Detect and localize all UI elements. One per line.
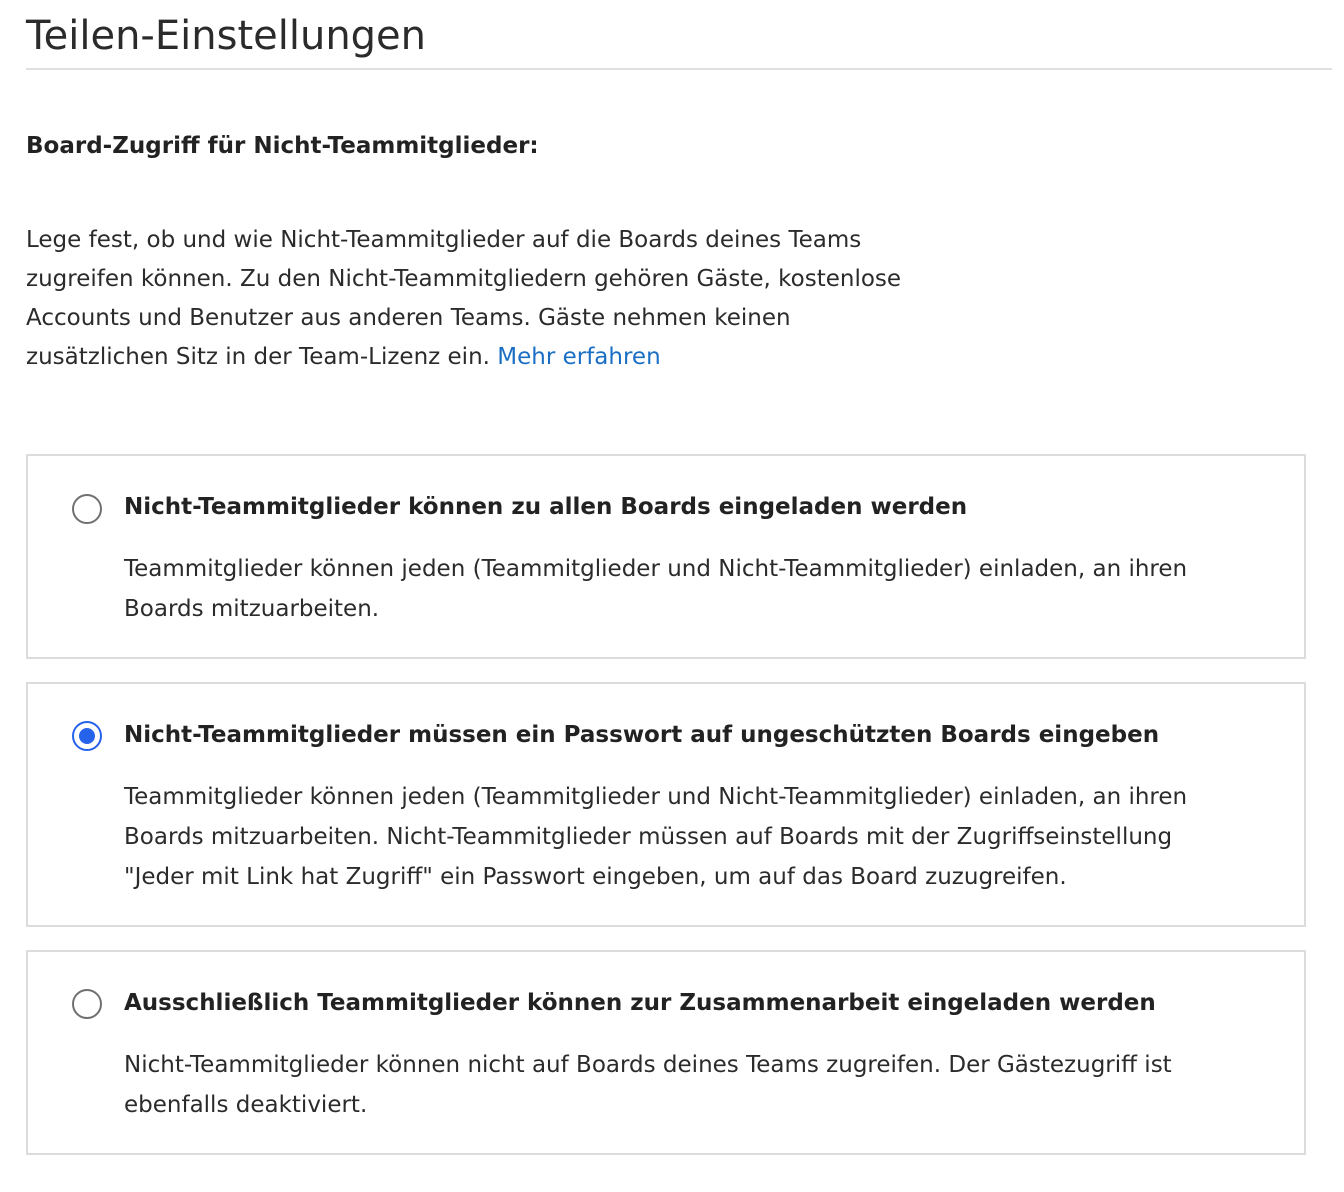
- option-title: Ausschließlich Teammitglieder können zur Zusammenarbeit eingeladen werden: [124, 990, 1156, 1016]
- option-card-password-required[interactable]: [26, 682, 1306, 927]
- option-card-all-boards[interactable]: [26, 454, 1306, 659]
- option-description-line: ebenfalls deaktiviert.: [124, 1092, 368, 1118]
- option-title: Nicht-Teammitglieder können zu allen Boards eingeladen werden: [124, 494, 968, 520]
- radio-team-only[interactable]: [72, 989, 102, 1019]
- option-description-line: Boards mitzuarbeiten. Nicht-Teammitglieder müssen auf Boards mit der Zugriffseinstellung: [124, 824, 1173, 850]
- learn-more-link[interactable]: Mehr erfahren: [497, 344, 661, 370]
- description-line: Lege fest, ob und wie Nicht-Teammitglieder auf die Boards deines Teams: [26, 227, 862, 253]
- option-description: [124, 777, 1274, 897]
- option-description-line: Teammitglieder können jeden (Teammitglieder und Nicht-Teammitglieder) einladen, an ihren: [124, 784, 1188, 810]
- option-title: Nicht-Teammitglieder müssen ein Passwort auf ungeschützten Boards eingeben: [124, 722, 1160, 748]
- section-heading: Board-Zugriff für Nicht-Teammitglieder:: [26, 133, 539, 159]
- page-title: Teilen-Einstellungen: [26, 0, 1332, 70]
- radio-password-required[interactable]: [72, 721, 102, 751]
- option-description-line: Teammitglieder können jeden (Teammitglieder und Nicht-Teammitglieder) einladen, an ihren: [124, 556, 1188, 582]
- sharing-settings-page: [26, 0, 1332, 1118]
- option-description: [124, 1045, 1274, 1125]
- option-description-line: Boards mitzuarbeiten.: [124, 596, 380, 622]
- option-description-line: "Jeder mit Link hat Zugriff" ein Passwort eingeben, um auf das Board zuzugreifen.: [124, 864, 1067, 890]
- description-line: zusätzlichen Sitz in der Team-Lizenz ein.: [26, 344, 490, 370]
- section-description: [26, 221, 986, 377]
- option-description-line: Nicht-Teammitglieder können nicht auf Boards deines Teams zugreifen. Der Gästezugriff ist: [124, 1052, 1172, 1078]
- description-line: zugreifen können. Zu den Nicht-Teammitgliedern gehören Gäste, kostenlose: [26, 266, 902, 292]
- description-line: Accounts und Benutzer aus anderen Teams. Gäste nehmen keinen: [26, 305, 791, 331]
- option-description: [124, 549, 1274, 629]
- radio-all-boards[interactable]: [72, 494, 102, 524]
- option-card-team-only[interactable]: [26, 950, 1306, 1155]
